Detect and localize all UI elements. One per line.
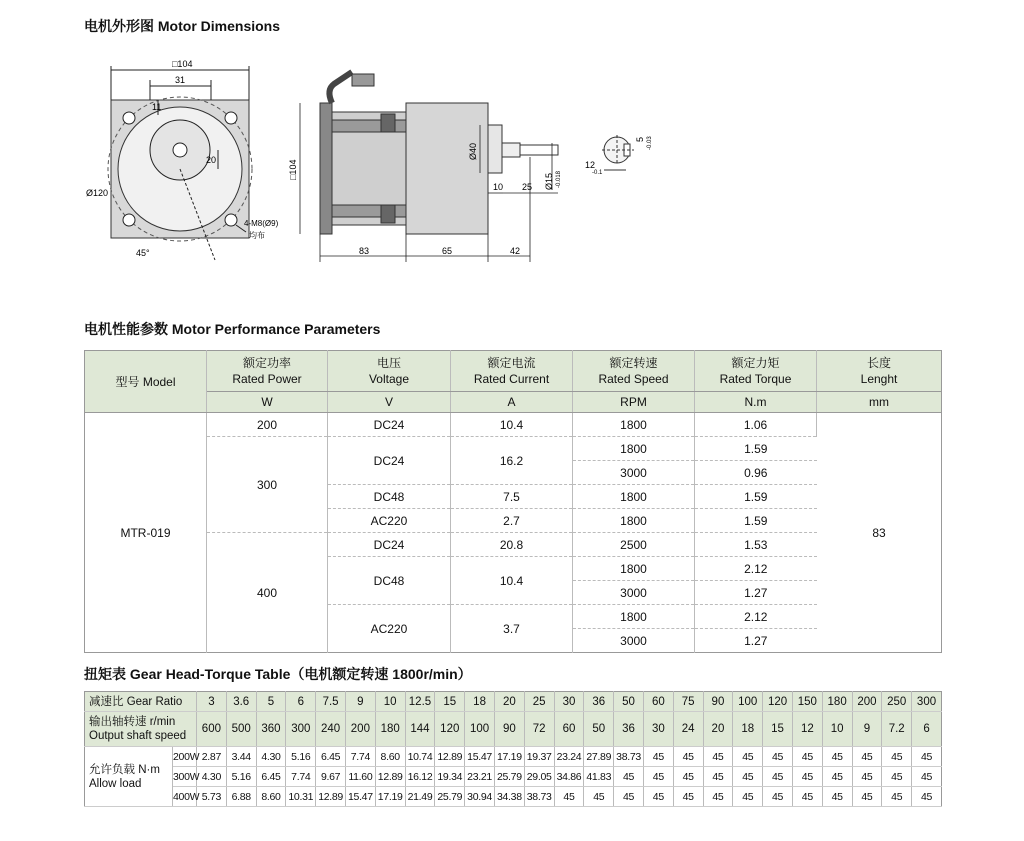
torque-cell: 1.59 (695, 509, 817, 533)
output-speed-cell: 90 (494, 712, 524, 747)
speed-cell: 3000 (573, 581, 695, 605)
allow-load-cell: 45 (643, 787, 673, 807)
speed-cell: 1800 (573, 485, 695, 509)
model-cell: MTR-019 (85, 413, 207, 653)
power-cell: 200 (207, 413, 328, 437)
power-label: 400W (173, 787, 197, 807)
gear-ratio-cell: 300 (912, 692, 942, 712)
unit-speed: RPM (573, 392, 695, 413)
allow-load-cell: 45 (733, 747, 763, 767)
shaft-section (602, 135, 634, 170)
dimensions-heading: 电机外形图 Motor Dimensions (84, 18, 281, 34)
speed-cell: 1800 (573, 509, 695, 533)
gear-ratio-cell: 6 (286, 692, 316, 712)
header-current: 额定电流 Rated Current (451, 351, 573, 392)
allow-load-cell: 34.86 (554, 767, 584, 787)
front-d120-label: Ø120 (86, 188, 109, 198)
allow-load-cell: 45 (792, 767, 822, 787)
gear-ratio-cell: 36 (584, 692, 614, 712)
voltage-cell: AC220 (328, 509, 451, 533)
output-speed-cell: 72 (524, 712, 554, 747)
allow-load-cell: 8.60 (375, 747, 405, 767)
torque-cell: 0.96 (695, 461, 817, 485)
output-speed-cell: 9 (852, 712, 882, 747)
allow-load-cell: 41.83 (584, 767, 614, 787)
gear-ratio-cell: 30 (554, 692, 584, 712)
allow-load-cell: 45 (852, 747, 882, 767)
allow-load-cell: 45 (822, 747, 852, 767)
unit-length: mm (817, 392, 942, 413)
allow-load-cell: 6.45 (316, 747, 346, 767)
header-length: 长度 Lenght (817, 351, 942, 392)
shaft-d12-tolerance: -0.1 (592, 170, 603, 176)
shaft-key-tolerance: -0.03 (647, 136, 653, 150)
output-speed-cell: 144 (405, 712, 435, 747)
allow-load-cell: 45 (852, 767, 882, 787)
torque-cell: 2.12 (695, 605, 817, 629)
allow-load-cell: 45 (792, 787, 822, 807)
gear-ratio-cell: 7.5 (316, 692, 346, 712)
allow-load-cell: 7.74 (345, 747, 375, 767)
gear-ratio-cell: 20 (494, 692, 524, 712)
output-speed-cell: 100 (465, 712, 495, 747)
unit-torque: N.m (695, 392, 817, 413)
voltage-cell: AC220 (328, 605, 451, 653)
gear-ratio-cell: 10 (375, 692, 405, 712)
torque-cell: 2.12 (695, 557, 817, 581)
allow-load-cell: 15.47 (465, 747, 495, 767)
allow-load-cell: 15.47 (345, 787, 375, 807)
output-speed-cell: 7.2 (882, 712, 912, 747)
gear-ratio-cell: 60 (643, 692, 673, 712)
side-d83-label: 83 (359, 246, 370, 256)
voltage-cell: DC48 (328, 557, 451, 605)
side-d15-label: Ø15 (544, 172, 554, 190)
output-speed-cell: 6 (912, 712, 942, 747)
gear-ratio-cell: 9 (345, 692, 375, 712)
power-label: 200W (173, 747, 197, 767)
gear-ratio-cell: 100 (733, 692, 763, 712)
speed-cell: 1800 (573, 437, 695, 461)
allow-load-cell: 45 (673, 787, 703, 807)
torque-cell: 1.59 (695, 437, 817, 461)
output-speed-cell: 240 (316, 712, 346, 747)
current-cell: 7.5 (451, 485, 573, 509)
gear-ratio-cell: 90 (703, 692, 733, 712)
output-speed-cell: 60 (554, 712, 584, 747)
front-holes-note: 均布 (249, 231, 265, 240)
output-speed-cell: 24 (673, 712, 703, 747)
allow-load-cell: 45 (792, 747, 822, 767)
torque-cell: 1.59 (695, 485, 817, 509)
output-speed-cell: 180 (375, 712, 405, 747)
allow-load-cell: 19.34 (435, 767, 465, 787)
allow-load-cell: 5.16 (226, 767, 256, 787)
unit-current: A (451, 392, 573, 413)
output-speed-cell: 300 (286, 712, 316, 747)
side-sq104-label: □104 (288, 159, 298, 180)
allow-load-cell: 10.31 (286, 787, 316, 807)
allow-load-cell: 5.16 (286, 747, 316, 767)
header-model: 型号 Model (85, 351, 207, 413)
allow-load-cell: 38.73 (614, 747, 644, 767)
allow-load-cell: 25.79 (494, 767, 524, 787)
gear-ratio-cell: 200 (852, 692, 882, 712)
current-cell: 16.2 (451, 437, 573, 485)
front-d11-label: 11 (152, 102, 162, 112)
gear-ratio-cell: 18 (465, 692, 495, 712)
gear-ratio-cell: 3 (197, 692, 227, 712)
gear-ratio-cell: 180 (822, 692, 852, 712)
torque-cell: 1.06 (695, 413, 817, 437)
voltage-cell: DC24 (328, 413, 451, 437)
output-speed-cell: 20 (703, 712, 733, 747)
allow-load-cell: 45 (554, 787, 584, 807)
output-speed-cell: 36 (614, 712, 644, 747)
output-speed-cell: 500 (226, 712, 256, 747)
allow-load-cell: 23.21 (465, 767, 495, 787)
unit-voltage: V (328, 392, 451, 413)
gear-ratio-cell: 15 (435, 692, 465, 712)
output-speed-cell: 200 (345, 712, 375, 747)
unit-power: W (207, 392, 328, 413)
torque-cell: 1.53 (695, 533, 817, 557)
allow-load-cell: 19.37 (524, 747, 554, 767)
allow-load-cell: 10.74 (405, 747, 435, 767)
allow-load-cell: 6.45 (256, 767, 286, 787)
torque-table (84, 691, 942, 807)
side-d10-label: 10 (493, 182, 504, 192)
allow-load-cell: 45 (763, 787, 793, 807)
front-holes-label: 4-M8(Ø9) (244, 219, 279, 228)
allow-load-cell: 45 (643, 747, 673, 767)
performance-table (84, 350, 942, 653)
allow-load-cell: 16.12 (405, 767, 435, 787)
current-cell: 10.4 (451, 413, 573, 437)
side-d42-label: 42 (510, 246, 521, 256)
output-speed-cell: 30 (643, 712, 673, 747)
allow-load-cell: 21.49 (405, 787, 435, 807)
allow-load-cell: 29.05 (524, 767, 554, 787)
allow-load-cell: 45 (673, 747, 703, 767)
current-cell: 2.7 (451, 509, 573, 533)
allow-load-cell: 45 (703, 787, 733, 807)
side-d65-label: 65 (442, 246, 453, 256)
speed-cell: 1800 (573, 413, 695, 437)
torque-cell: 1.27 (695, 581, 817, 605)
allow-load-cell: 45 (912, 747, 942, 767)
header-speed: 额定转速 Rated Speed (573, 351, 695, 392)
front-view (108, 66, 252, 260)
output-speed-cell: 50 (584, 712, 614, 747)
gear-ratio-cell: 5 (256, 692, 286, 712)
output-speed-cell: 10 (822, 712, 852, 747)
shaft-key-label: 5 (635, 136, 645, 142)
front-d31-label: 31 (175, 75, 186, 85)
gear-ratio-cell: 12.5 (405, 692, 435, 712)
motor-dimension-drawing (0, 0, 1024, 300)
gear-ratio-cell: 150 (792, 692, 822, 712)
allow-load-cell: 45 (703, 747, 733, 767)
allow-load-cell: 6.88 (226, 787, 256, 807)
output-speed-cell: 15 (763, 712, 793, 747)
side-view (320, 72, 558, 234)
allow-load-cell: 45 (763, 767, 793, 787)
output-speed-cell: 120 (435, 712, 465, 747)
speed-cell: 3000 (573, 629, 695, 653)
allow-load-cell: 45 (852, 787, 882, 807)
allow-load-cell: 12.89 (435, 747, 465, 767)
allow-load-cell: 23.24 (554, 747, 584, 767)
speed-cell: 3000 (573, 461, 695, 485)
front-sq104-label: □104 (172, 59, 193, 69)
allow-load-cell: 45 (822, 767, 852, 787)
allow-load-cell: 45 (643, 767, 673, 787)
header-voltage: 电压 Voltage (328, 351, 451, 392)
gear-ratio-label: 减速比 Gear Ratio (85, 692, 197, 712)
output-speed-label: 输出轴转速 r/min Output shaft speed (85, 712, 197, 747)
allow-load-cell: 9.67 (316, 767, 346, 787)
output-speed-cell: 360 (256, 712, 286, 747)
side-d25-label: 25 (522, 182, 533, 192)
allow-load-cell: 17.19 (494, 747, 524, 767)
performance-heading: 电机性能参数 Motor Performance Parameters (84, 321, 381, 337)
allow-load-cell: 5.73 (197, 787, 227, 807)
allow-load-cell: 2.87 (197, 747, 227, 767)
voltage-cell: DC24 (328, 533, 451, 557)
allow-load-cell: 45 (733, 787, 763, 807)
allow-load-cell: 45 (912, 767, 942, 787)
allow-load-cell: 45 (614, 787, 644, 807)
allow-load-cell: 45 (882, 787, 912, 807)
voltage-cell: DC48 (328, 485, 451, 509)
front-angle-label: 45° (136, 248, 150, 258)
current-cell: 3.7 (451, 605, 573, 653)
allow-load-cell: 45 (614, 767, 644, 787)
allow-load-cell: 4.30 (256, 747, 286, 767)
front-d20-label: 20 (206, 155, 217, 165)
current-cell: 10.4 (451, 557, 573, 605)
power-cell: 300 (207, 437, 328, 533)
allow-load-cell: 45 (882, 767, 912, 787)
output-speed-cell: 600 (197, 712, 227, 747)
allow-load-cell: 11.60 (345, 767, 375, 787)
current-cell: 20.8 (451, 533, 573, 557)
speed-cell: 1800 (573, 605, 695, 629)
side-d15-tolerance: -0.018 (556, 170, 562, 188)
allow-load-cell: 45 (703, 767, 733, 787)
allow-load-cell: 45 (912, 787, 942, 807)
allow-load-cell: 30.94 (465, 787, 495, 807)
length-cell: 83 (817, 413, 942, 653)
allow-load-cell: 45 (882, 747, 912, 767)
allow-load-cell: 3.44 (226, 747, 256, 767)
gear-ratio-cell: 50 (614, 692, 644, 712)
allow-load-cell: 7.74 (286, 767, 316, 787)
power-cell: 400 (207, 533, 328, 653)
allow-load-cell: 25.79 (435, 787, 465, 807)
allow-load-cell: 17.19 (375, 787, 405, 807)
allow-load-cell: 45 (763, 747, 793, 767)
allow-load-cell: 45 (822, 787, 852, 807)
power-label: 300W (173, 767, 197, 787)
torque-cell: 1.27 (695, 629, 817, 653)
gear-ratio-cell: 3.6 (226, 692, 256, 712)
speed-cell: 1800 (573, 557, 695, 581)
gear-ratio-cell: 250 (882, 692, 912, 712)
allow-load-cell: 45 (673, 767, 703, 787)
header-torque: 额定力矩 Rated Torque (695, 351, 817, 392)
allow-load-cell: 45 (733, 767, 763, 787)
allow-load-label: 允许负载 N·m Allow load (85, 747, 173, 807)
header-power: 额定功率 Rated Power (207, 351, 328, 392)
allow-load-cell: 34.38 (494, 787, 524, 807)
allow-load-cell: 38.73 (524, 787, 554, 807)
output-speed-cell: 18 (733, 712, 763, 747)
side-d40-label: Ø40 (468, 142, 478, 160)
speed-cell: 2500 (573, 533, 695, 557)
gear-ratio-cell: 25 (524, 692, 554, 712)
allow-load-cell: 8.60 (256, 787, 286, 807)
gear-ratio-cell: 75 (673, 692, 703, 712)
voltage-cell: DC24 (328, 437, 451, 485)
gear-ratio-cell: 120 (763, 692, 793, 712)
output-speed-cell: 12 (792, 712, 822, 747)
allow-load-cell: 12.89 (375, 767, 405, 787)
allow-load-cell: 45 (584, 787, 614, 807)
allow-load-cell: 12.89 (316, 787, 346, 807)
allow-load-cell: 27.89 (584, 747, 614, 767)
shaft-d12-label: 12 (585, 160, 596, 170)
torque-heading: 扭矩表 Gear Head-Torque Table（电机额定转速 1800r/min） (84, 666, 472, 682)
allow-load-cell: 4.30 (197, 767, 227, 787)
